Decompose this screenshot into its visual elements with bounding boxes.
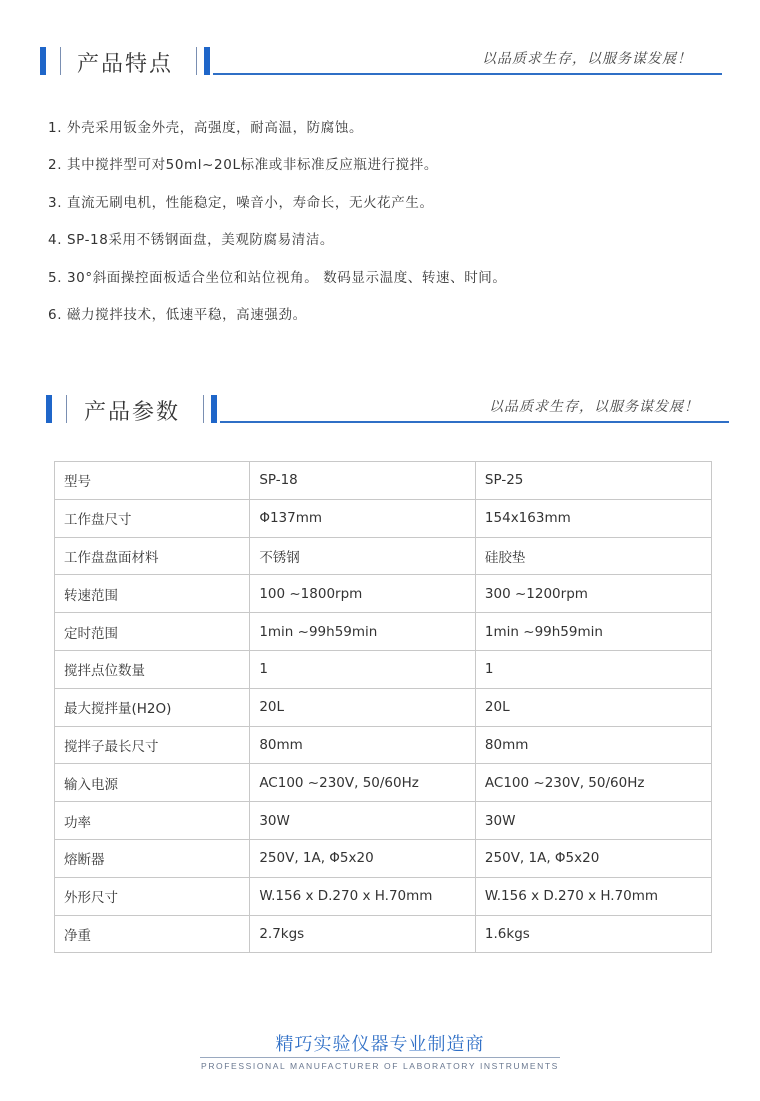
table-row: [55, 726, 712, 764]
param-value-sp18: AC100 ~230V, 50/60Hz: [250, 764, 476, 802]
param-value-sp25: 1: [475, 650, 711, 688]
feature-item: 1. 外壳采用钣金外壳，高强度，耐高温，防腐蚀。: [48, 120, 364, 136]
footer-title: 精巧实验仪器专业制造商: [275, 1034, 485, 1055]
param-label: 型号: [55, 462, 250, 500]
table-row: [55, 839, 712, 877]
features-header-underline: [213, 73, 722, 75]
param-value-sp25: 80mm: [475, 726, 711, 764]
param-value-sp18: W.156 x D.270 x H.70mm: [250, 877, 476, 915]
params-header-underline: [220, 421, 729, 423]
param-value-sp25: 250V, 1A, Φ5x20: [475, 839, 711, 877]
params-table: [54, 461, 712, 953]
params-slogan: 以品质求生存，以服务谋发展！: [489, 399, 699, 415]
feature-item: 5. 30°斜面操控面板适合坐位和站位视角。 数码显示温度、转速、时间。: [48, 269, 507, 286]
table-row: [55, 650, 712, 688]
param-value-sp25: 硅胶垫: [475, 537, 711, 575]
footer-divider: [200, 1057, 560, 1058]
param-value-sp25: 154x163mm: [475, 499, 711, 537]
feature-item: 4. SP-18采用不锈钢面盘，美观防腐易清洁。: [48, 232, 335, 249]
header-accent-bar: [46, 395, 52, 423]
param-value-sp25: W.156 x D.270 x H.70mm: [475, 877, 711, 915]
table-row: [55, 537, 712, 575]
features-slogan: 以品质求生存，以服务谋发展！: [482, 51, 692, 67]
param-value-sp18: 20L: [250, 688, 476, 726]
header-accent-bar: [204, 47, 210, 75]
param-value-sp25: SP-25: [475, 462, 711, 500]
features-section-header: [0, 40, 760, 100]
header-accent-bar: [211, 395, 217, 423]
table-row: [55, 499, 712, 537]
header-accent-bar: [40, 47, 46, 75]
param-value-sp25: AC100 ~230V, 50/60Hz: [475, 764, 711, 802]
table-row: [55, 802, 712, 840]
table-row: [55, 575, 712, 613]
features-section-title: 产品特点: [77, 52, 174, 77]
param-label: 定时范围: [55, 613, 250, 651]
param-value-sp25: 1.6kgs: [475, 915, 711, 953]
param-value-sp18: 80mm: [250, 726, 476, 764]
param-value-sp18: 不锈钢: [250, 537, 476, 575]
param-label: 输入电源: [55, 764, 250, 802]
table-row: [55, 764, 712, 802]
param-value-sp25: 20L: [475, 688, 711, 726]
param-label: 工作盘尺寸: [55, 499, 250, 537]
feature-item: 2. 其中搅拌型可对50ml~20L标准或非标准反应瓶进行搅拌。: [48, 157, 438, 174]
footer-subtitle: PROFESSIONAL MANUFACTURER OF LABORATORY INSTRUMENTS: [201, 1061, 559, 1071]
param-value-sp25: 30W: [475, 802, 711, 840]
param-value-sp18: 2.7kgs: [250, 915, 476, 953]
param-label: 净重: [55, 915, 250, 953]
param-value-sp18: 1min ~99h59min: [250, 613, 476, 651]
param-value-sp18: SP-18: [250, 462, 476, 500]
header-divider: [66, 395, 67, 423]
table-row: [55, 877, 712, 915]
param-value-sp18: 100 ~1800rpm: [250, 575, 476, 613]
table-row: [55, 462, 712, 500]
param-label: 工作盘盘面材料: [55, 537, 250, 575]
param-value-sp18: 30W: [250, 802, 476, 840]
table-row: [55, 915, 712, 953]
param-value-sp25: 1min ~99h59min: [475, 613, 711, 651]
param-label: 搅拌子最长尺寸: [55, 726, 250, 764]
param-label: 功率: [55, 802, 250, 840]
param-value-sp18: 250V, 1A, Φ5x20: [250, 839, 476, 877]
feature-item: 6. 磁力搅拌技术，低速平稳，高速强劲。: [48, 306, 307, 323]
table-row: [55, 688, 712, 726]
params-section-header: [0, 388, 760, 448]
param-label: 外形尺寸: [55, 877, 250, 915]
header-divider: [203, 395, 204, 423]
param-label: 转速范围: [55, 575, 250, 613]
header-divider: [60, 47, 61, 75]
param-value-sp25: 300 ~1200rpm: [475, 575, 711, 613]
param-value-sp18: 1: [250, 650, 476, 688]
features-list: [48, 115, 728, 339]
param-label: 最大搅拌量(H2O): [55, 688, 250, 726]
param-value-sp18: Φ137mm: [250, 499, 476, 537]
params-section-title: 产品参数: [84, 400, 181, 425]
param-label: 熔断器: [55, 839, 250, 877]
param-label: 搅拌点位数量: [55, 650, 250, 688]
feature-item: 3. 直流无刷电机，性能稳定，噪音小，寿命长，无火花产生。: [48, 194, 434, 211]
table-row: [55, 613, 712, 651]
header-divider: [196, 47, 197, 75]
